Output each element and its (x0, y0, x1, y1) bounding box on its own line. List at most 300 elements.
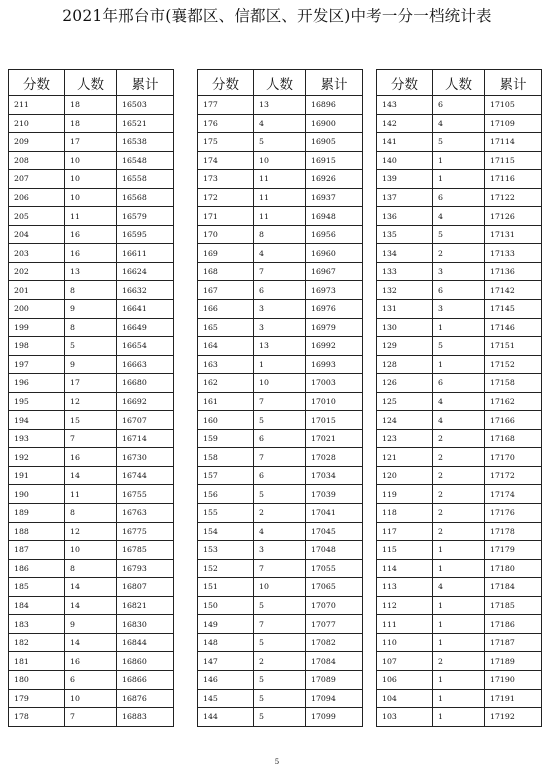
table-row (198, 262, 363, 281)
score-cell: 191 (9, 466, 65, 485)
count-cell: 5 (65, 337, 117, 356)
table-row (198, 300, 363, 319)
table-row (9, 708, 174, 727)
count-cell: 5 (433, 133, 485, 152)
page-title: 2021年邢台市(襄都区、信都区、开发区)中考一分一档统计表 (62, 7, 492, 25)
score-cell: 193 (9, 429, 65, 448)
score-cell: 184 (9, 596, 65, 615)
cumulative-cell: 17145 (485, 300, 542, 319)
table-row (198, 541, 363, 560)
count-cell: 14 (65, 466, 117, 485)
score-cell: 167 (198, 281, 254, 300)
count-cell: 1 (433, 670, 485, 689)
cumulative-cell: 16866 (117, 670, 174, 689)
count-cell: 7 (254, 615, 306, 634)
score-cell: 168 (198, 262, 254, 281)
cumulative-cell: 16503 (117, 96, 174, 115)
score-cell: 123 (377, 429, 433, 448)
cumulative-cell: 17191 (485, 689, 542, 708)
count-cell: 8 (65, 281, 117, 300)
score-cell: 139 (377, 170, 433, 189)
count-cell: 6 (254, 281, 306, 300)
score-cell: 206 (9, 188, 65, 207)
score-cell: 110 (377, 633, 433, 652)
table-row (198, 522, 363, 541)
count-cell: 17 (65, 133, 117, 152)
score-cell: 120 (377, 466, 433, 485)
count-cell: 4 (254, 244, 306, 263)
count-cell: 5 (254, 596, 306, 615)
cumulative-cell: 17041 (306, 504, 363, 523)
table-row (198, 96, 363, 115)
score-cell: 199 (9, 318, 65, 337)
table-row (198, 114, 363, 133)
score-cell: 197 (9, 355, 65, 374)
score-cell: 190 (9, 485, 65, 504)
count-cell: 13 (254, 96, 306, 115)
cumulative-cell: 17136 (485, 262, 542, 281)
score-cell: 161 (198, 392, 254, 411)
table-row (377, 504, 542, 523)
table-row (377, 541, 542, 560)
cumulative-cell: 17048 (306, 541, 363, 560)
header-count: 人数 (254, 70, 306, 96)
cumulative-cell: 17105 (485, 96, 542, 115)
table-row (9, 170, 174, 189)
score-cell: 112 (377, 596, 433, 615)
header-count: 人数 (65, 70, 117, 96)
cumulative-cell: 16558 (117, 170, 174, 189)
score-cell: 163 (198, 355, 254, 374)
cumulative-cell: 17179 (485, 541, 542, 560)
cumulative-cell: 17170 (485, 448, 542, 467)
cumulative-cell: 17190 (485, 670, 542, 689)
score-cell: 126 (377, 374, 433, 393)
count-cell: 12 (65, 522, 117, 541)
table-row (377, 392, 542, 411)
cumulative-cell: 16937 (306, 188, 363, 207)
table-row (198, 337, 363, 356)
count-cell: 4 (433, 392, 485, 411)
cumulative-cell: 16763 (117, 504, 174, 523)
table-row (198, 448, 363, 467)
cumulative-cell: 17082 (306, 633, 363, 652)
count-cell: 7 (254, 559, 306, 578)
cumulative-cell: 17065 (306, 578, 363, 597)
count-cell: 5 (254, 485, 306, 504)
count-cell: 10 (65, 541, 117, 560)
score-cell: 198 (9, 337, 65, 356)
header-score: 分数 (198, 70, 254, 96)
table-row (198, 207, 363, 226)
cumulative-cell: 16905 (306, 133, 363, 152)
count-cell: 3 (254, 541, 306, 560)
cumulative-cell: 17010 (306, 392, 363, 411)
count-cell: 2 (433, 522, 485, 541)
cumulative-cell: 17174 (485, 485, 542, 504)
score-cell: 187 (9, 541, 65, 560)
cumulative-cell: 16960 (306, 244, 363, 263)
table-row (198, 652, 363, 671)
table-row (9, 96, 174, 115)
count-cell: 11 (254, 188, 306, 207)
score-cell: 159 (198, 429, 254, 448)
table-row (377, 337, 542, 356)
score-cell: 181 (9, 652, 65, 671)
count-cell: 1 (433, 689, 485, 708)
cumulative-cell: 17070 (306, 596, 363, 615)
count-cell: 1 (433, 541, 485, 560)
table-row (377, 578, 542, 597)
count-cell: 8 (65, 559, 117, 578)
count-cell: 1 (433, 633, 485, 652)
table-row (198, 170, 363, 189)
score-cell: 201 (9, 281, 65, 300)
score-cell: 137 (377, 188, 433, 207)
cumulative-cell: 17151 (485, 337, 542, 356)
header-score: 分数 (377, 70, 433, 96)
cumulative-cell: 16680 (117, 374, 174, 393)
table-row (9, 615, 174, 634)
cumulative-cell: 17185 (485, 596, 542, 615)
table-row (9, 504, 174, 523)
count-cell: 6 (65, 670, 117, 689)
cumulative-cell: 17189 (485, 652, 542, 671)
cumulative-cell: 17176 (485, 504, 542, 523)
count-cell: 10 (65, 170, 117, 189)
table-header-row (377, 70, 542, 96)
cumulative-cell: 17146 (485, 318, 542, 337)
table-row (198, 466, 363, 485)
cumulative-cell: 17142 (485, 281, 542, 300)
count-cell: 1 (433, 170, 485, 189)
table-row (377, 318, 542, 337)
table-row (377, 300, 542, 319)
cumulative-cell: 17055 (306, 559, 363, 578)
score-cell: 166 (198, 300, 254, 319)
cumulative-cell: 16807 (117, 578, 174, 597)
cumulative-cell: 16744 (117, 466, 174, 485)
count-cell: 2 (254, 652, 306, 671)
cumulative-cell: 17028 (306, 448, 363, 467)
score-cell: 194 (9, 411, 65, 430)
table-row (377, 151, 542, 170)
count-cell: 12 (65, 392, 117, 411)
count-cell: 1 (433, 708, 485, 727)
table-row (377, 522, 542, 541)
score-cell: 205 (9, 207, 65, 226)
cumulative-cell: 17034 (306, 466, 363, 485)
count-cell: 6 (433, 374, 485, 393)
cumulative-cell: 16707 (117, 411, 174, 430)
table-row (377, 633, 542, 652)
cumulative-cell: 17126 (485, 207, 542, 226)
score-cell: 211 (9, 96, 65, 115)
cumulative-cell: 17162 (485, 392, 542, 411)
score-cell: 133 (377, 262, 433, 281)
cumulative-cell: 17186 (485, 615, 542, 634)
count-cell: 10 (65, 151, 117, 170)
count-cell: 2 (433, 244, 485, 263)
count-cell: 1 (433, 318, 485, 337)
score-cell: 178 (9, 708, 65, 727)
score-cell: 125 (377, 392, 433, 411)
table-row (377, 374, 542, 393)
score-cell: 104 (377, 689, 433, 708)
score-cell: 156 (198, 485, 254, 504)
table-row (198, 633, 363, 652)
count-cell: 2 (433, 652, 485, 671)
cumulative-cell: 17166 (485, 411, 542, 430)
count-cell: 11 (65, 485, 117, 504)
count-cell: 13 (65, 262, 117, 281)
table-row (198, 708, 363, 727)
table-row (9, 262, 174, 281)
cumulative-cell: 17152 (485, 355, 542, 374)
table-row (198, 429, 363, 448)
cumulative-cell: 16548 (117, 151, 174, 170)
score-cell: 107 (377, 652, 433, 671)
table-row (377, 670, 542, 689)
score-tables (0, 69, 554, 729)
cumulative-cell: 17099 (306, 708, 363, 727)
cumulative-cell: 16926 (306, 170, 363, 189)
count-cell: 10 (254, 374, 306, 393)
score-cell: 183 (9, 615, 65, 634)
table-row (198, 355, 363, 374)
score-cell: 185 (9, 578, 65, 597)
score-cell: 172 (198, 188, 254, 207)
score-cell: 135 (377, 225, 433, 244)
score-cell: 119 (377, 485, 433, 504)
cumulative-cell: 16785 (117, 541, 174, 560)
score-cell: 207 (9, 170, 65, 189)
count-cell: 16 (65, 448, 117, 467)
score-cell: 176 (198, 114, 254, 133)
cumulative-cell: 17158 (485, 374, 542, 393)
page-number: 5 (274, 758, 280, 766)
score-cell: 192 (9, 448, 65, 467)
table-row (9, 633, 174, 652)
count-cell: 11 (254, 207, 306, 226)
score-table (8, 69, 174, 727)
table-row (9, 374, 174, 393)
table-row (377, 355, 542, 374)
score-cell: 103 (377, 708, 433, 727)
score-cell: 111 (377, 615, 433, 634)
table-row (9, 466, 174, 485)
cumulative-cell: 16632 (117, 281, 174, 300)
cumulative-cell: 16896 (306, 96, 363, 115)
count-cell: 8 (65, 318, 117, 337)
count-cell: 18 (65, 114, 117, 133)
count-cell: 4 (254, 522, 306, 541)
cumulative-cell: 16611 (117, 244, 174, 263)
count-cell: 4 (433, 207, 485, 226)
header-score: 分数 (9, 70, 65, 96)
table-row (9, 188, 174, 207)
table-row (377, 170, 542, 189)
table-row (9, 133, 174, 152)
cumulative-cell: 16860 (117, 652, 174, 671)
count-cell: 7 (254, 262, 306, 281)
table-row (198, 374, 363, 393)
table-row (9, 448, 174, 467)
table-row (9, 429, 174, 448)
count-cell: 11 (254, 170, 306, 189)
count-cell: 2 (433, 504, 485, 523)
count-cell: 8 (65, 504, 117, 523)
cumulative-cell: 16692 (117, 392, 174, 411)
table-row (377, 559, 542, 578)
table-header-row (198, 70, 363, 96)
cumulative-cell: 16883 (117, 708, 174, 727)
count-cell: 10 (254, 578, 306, 597)
cumulative-cell: 16876 (117, 689, 174, 708)
score-cell: 155 (198, 504, 254, 523)
table-row (377, 466, 542, 485)
score-cell: 141 (377, 133, 433, 152)
table-row (9, 114, 174, 133)
cumulative-cell: 16976 (306, 300, 363, 319)
count-cell: 6 (433, 188, 485, 207)
table-row (198, 225, 363, 244)
count-cell: 7 (254, 448, 306, 467)
table-row (198, 596, 363, 615)
count-cell: 9 (65, 300, 117, 319)
cumulative-cell: 16775 (117, 522, 174, 541)
table-row (198, 689, 363, 708)
table-row (198, 670, 363, 689)
count-cell: 4 (433, 411, 485, 430)
table-row (377, 429, 542, 448)
table-row (198, 392, 363, 411)
score-cell: 121 (377, 448, 433, 467)
cumulative-cell: 16730 (117, 448, 174, 467)
count-cell: 5 (433, 225, 485, 244)
cumulative-cell: 17192 (485, 708, 542, 727)
cumulative-cell: 17168 (485, 429, 542, 448)
cumulative-cell: 16900 (306, 114, 363, 133)
table-row (377, 485, 542, 504)
cumulative-cell: 16793 (117, 559, 174, 578)
table-row (9, 559, 174, 578)
score-cell: 180 (9, 670, 65, 689)
table-row (9, 578, 174, 597)
score-cell: 196 (9, 374, 65, 393)
header-cumulative: 累计 (306, 70, 363, 96)
cumulative-cell: 16979 (306, 318, 363, 337)
cumulative-cell: 16821 (117, 596, 174, 615)
count-cell: 1 (433, 559, 485, 578)
count-cell: 2 (254, 504, 306, 523)
count-cell: 8 (254, 225, 306, 244)
count-cell: 5 (254, 411, 306, 430)
header-count: 人数 (433, 70, 485, 96)
score-cell: 134 (377, 244, 433, 263)
score-cell: 195 (9, 392, 65, 411)
table-row (198, 281, 363, 300)
score-cell: 202 (9, 262, 65, 281)
cumulative-cell: 16649 (117, 318, 174, 337)
score-cell: 132 (377, 281, 433, 300)
score-cell: 204 (9, 225, 65, 244)
cumulative-cell: 17039 (306, 485, 363, 504)
table-row (9, 392, 174, 411)
table-row (198, 188, 363, 207)
score-cell: 140 (377, 151, 433, 170)
table-row (9, 522, 174, 541)
cumulative-cell: 16521 (117, 114, 174, 133)
count-cell: 3 (254, 300, 306, 319)
cumulative-cell: 17184 (485, 578, 542, 597)
header-cumulative: 累计 (117, 70, 174, 96)
table-row (9, 207, 174, 226)
cumulative-cell: 17133 (485, 244, 542, 263)
count-cell: 4 (433, 114, 485, 133)
count-cell: 4 (433, 578, 485, 597)
cumulative-cell: 16663 (117, 355, 174, 374)
count-cell: 1 (433, 615, 485, 634)
score-cell: 124 (377, 411, 433, 430)
count-cell: 11 (65, 207, 117, 226)
score-cell: 203 (9, 244, 65, 263)
cumulative-cell: 16967 (306, 262, 363, 281)
cumulative-cell: 17015 (306, 411, 363, 430)
cumulative-cell: 16830 (117, 615, 174, 634)
cumulative-cell: 17077 (306, 615, 363, 634)
cumulative-cell: 17045 (306, 522, 363, 541)
count-cell: 15 (65, 411, 117, 430)
table-row (9, 670, 174, 689)
table-row (198, 133, 363, 152)
cumulative-cell: 17115 (485, 151, 542, 170)
table-row (198, 485, 363, 504)
cumulative-cell: 17089 (306, 670, 363, 689)
count-cell: 6 (433, 281, 485, 300)
count-cell: 9 (65, 355, 117, 374)
score-cell: 173 (198, 170, 254, 189)
score-cell: 149 (198, 615, 254, 634)
cumulative-cell: 16956 (306, 225, 363, 244)
cumulative-cell: 16538 (117, 133, 174, 152)
score-cell: 189 (9, 504, 65, 523)
score-cell: 151 (198, 578, 254, 597)
table-row (198, 244, 363, 263)
score-cell: 164 (198, 337, 254, 356)
cumulative-cell: 17094 (306, 689, 363, 708)
score-cell: 175 (198, 133, 254, 152)
count-cell: 5 (254, 689, 306, 708)
table-row (9, 337, 174, 356)
table-row (377, 133, 542, 152)
table-row (377, 262, 542, 281)
score-cell: 152 (198, 559, 254, 578)
cumulative-cell: 16568 (117, 188, 174, 207)
table-row (9, 151, 174, 170)
score-cell: 131 (377, 300, 433, 319)
score-cell: 171 (198, 207, 254, 226)
count-cell: 9 (65, 615, 117, 634)
cumulative-cell: 16641 (117, 300, 174, 319)
count-cell: 2 (433, 448, 485, 467)
count-cell: 3 (433, 262, 485, 281)
score-cell: 165 (198, 318, 254, 337)
cumulative-cell: 16992 (306, 337, 363, 356)
table-row (9, 281, 174, 300)
cumulative-cell: 17122 (485, 188, 542, 207)
cumulative-cell: 17084 (306, 652, 363, 671)
